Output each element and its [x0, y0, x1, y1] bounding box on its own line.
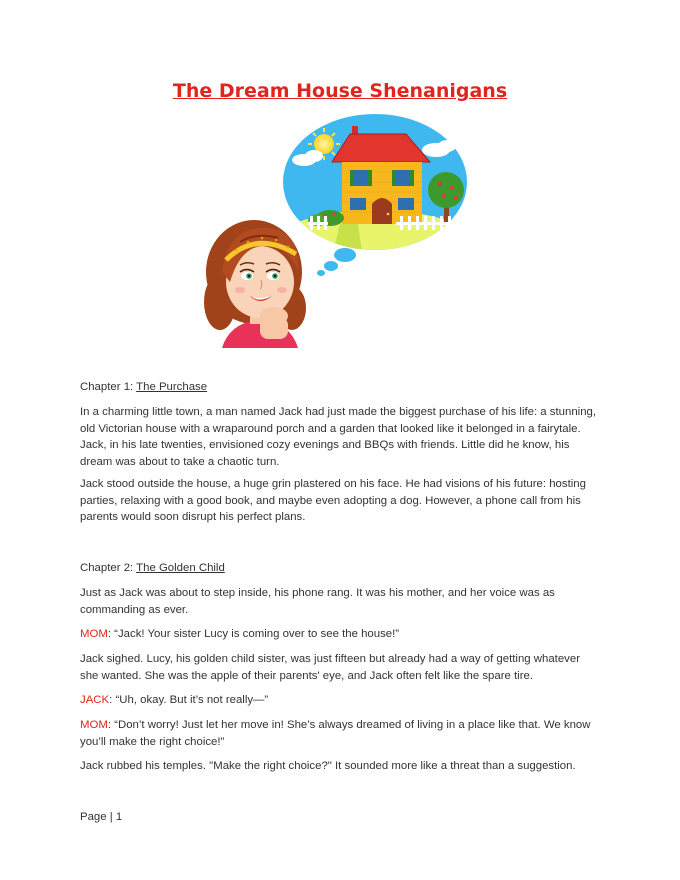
dialogue-line	[80, 692, 600, 709]
paragraph-text: In a charming little town, a man named Jack had just made the biggest purchase of his life: a stunning, old Victorian house with a wraparound porch and a garden that looked like it belonged in a fairytale. Jack, in his late twenties, envisioned cozy evenings and BBQs with friends. Little did he know, his dream was about to take a chaotic turn.	[80, 406, 597, 468]
chapter-label: Chapter 1:	[80, 381, 137, 393]
document-title: The Dream House Shenanigans	[172, 80, 508, 102]
paragraph-text: Just as Jack was about to step inside, his phone rang. It was his mother, and her voice was as commanding as ever.	[80, 587, 555, 616]
chapter-title: The Golden Child	[136, 562, 225, 574]
chapter-title: The Purchase	[136, 381, 208, 393]
paragraph-text: Jack rubbed his temples. "Make the right choice?" It sounded more like a threat than a suggestion.	[80, 760, 576, 772]
dialogue-line	[80, 626, 600, 643]
dialogue-text: : “Jack! Your sister Lucy is coming over to see the house!”	[107, 628, 400, 640]
dialogue-line	[80, 717, 600, 750]
paragraph	[80, 651, 600, 684]
page-number: Page | 1	[80, 811, 123, 823]
paragraph	[80, 404, 600, 470]
speaker-name: JACK	[80, 694, 110, 706]
chapter-2-heading	[80, 560, 600, 577]
chapter-label: Chapter 2:	[80, 562, 137, 574]
paragraph-text: Jack sighed. Lucy, his golden child sister, was just fifteen but already had a way of getting whatever she wanted. She was the apple of their parents' eye, and Jack often felt like the spare tire.	[80, 653, 580, 682]
speaker-name: MOM	[80, 719, 108, 731]
dialogue-text: : “Uh, okay. But it’s not really—”	[109, 694, 269, 706]
speaker-name: MOM	[80, 628, 108, 640]
woman-avatar	[204, 220, 306, 348]
paragraph	[80, 585, 600, 618]
paragraph	[80, 476, 600, 526]
chapter-1-heading	[80, 379, 600, 396]
dialogue-text: : “Don’t worry! Just let her move in! She’s always dreamed of living in a place like that. We know you’ll make the right choice!”	[80, 719, 591, 748]
paragraph-text: Jack stood outside the house, a huge grin plastered on his face. He had visions of his future: hosting parties, relaxing with a good book, and maybe even adopting a dog. However, a phone call from his parents would soon disrupt his perfect plans.	[80, 478, 586, 523]
paragraph	[80, 758, 600, 775]
dream-house-illustration	[200, 112, 480, 348]
